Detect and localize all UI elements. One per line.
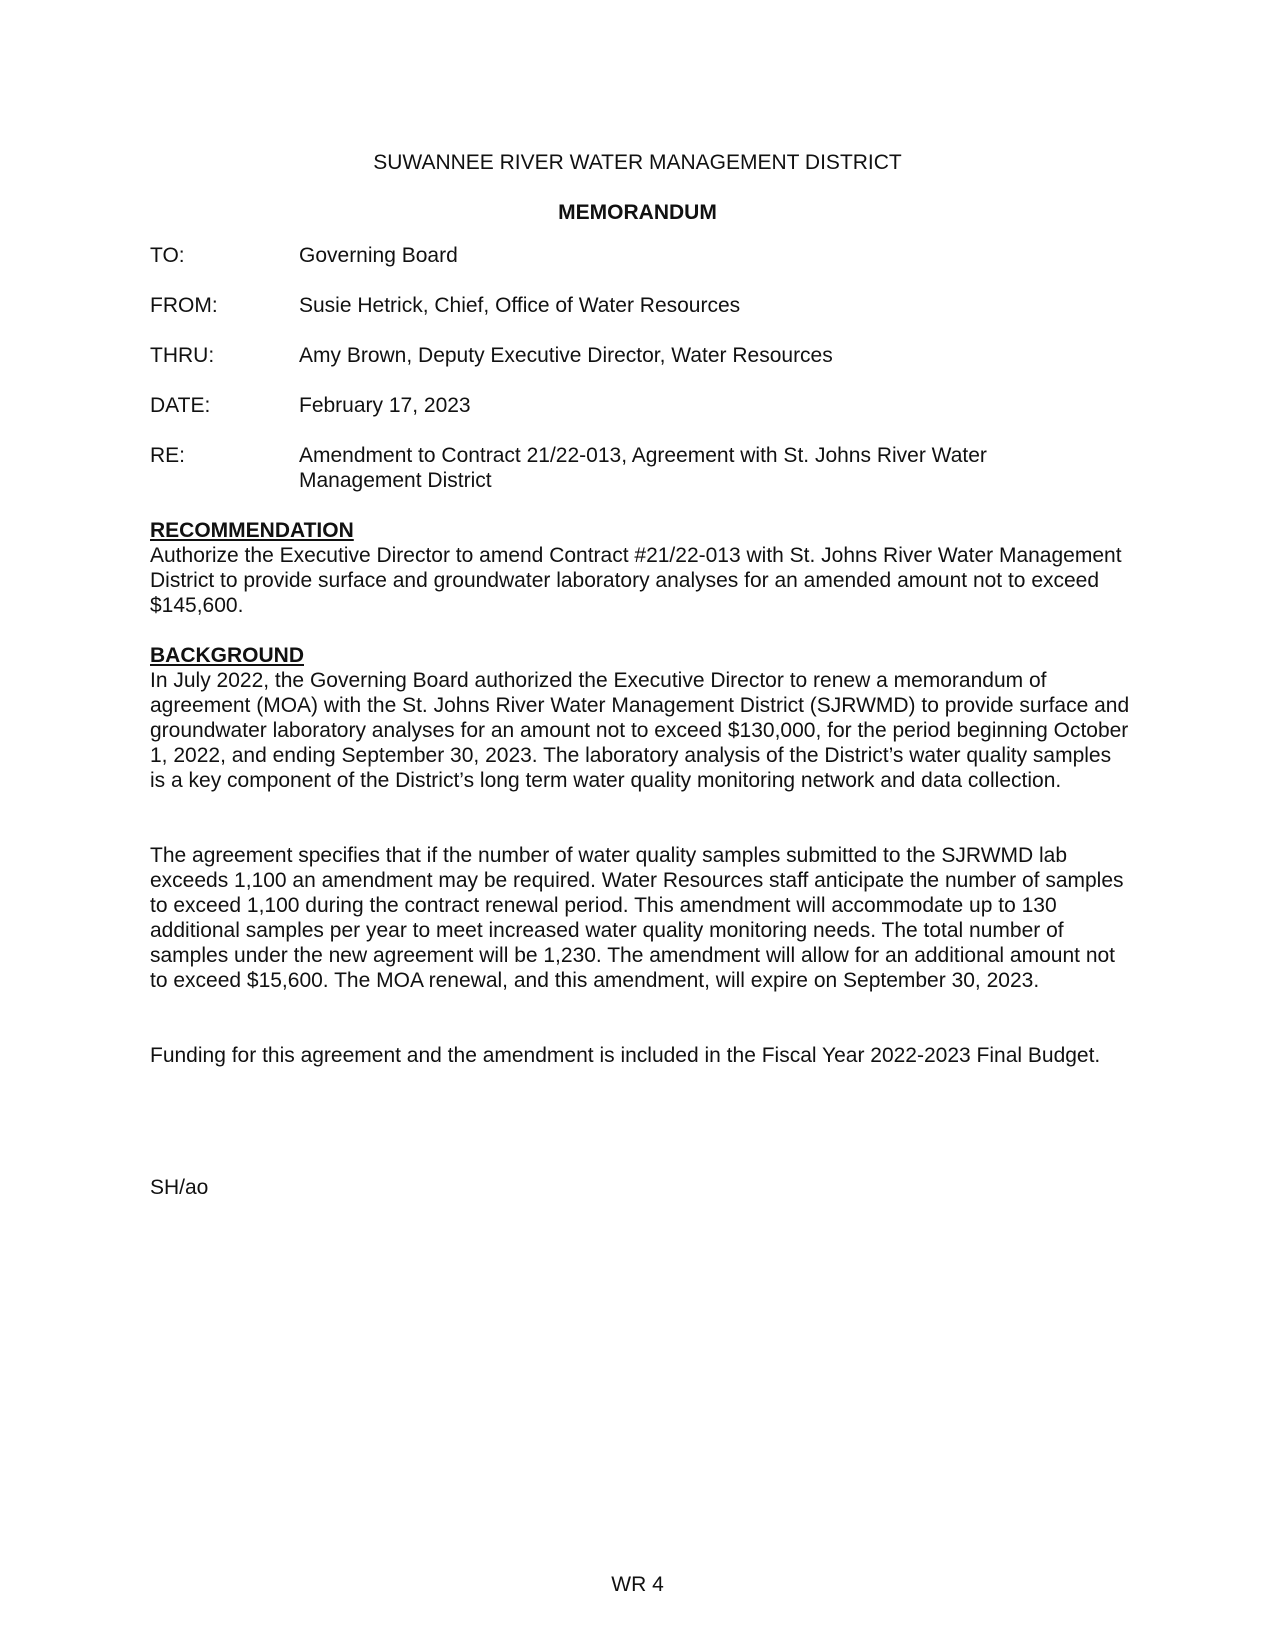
background-section — [150, 643, 1130, 793]
thru-value: Amy Brown, Deputy Executive Director, Water Resources — [299, 344, 833, 367]
organization-name: SUWANNEE RIVER WATER MANAGEMENT DISTRICT — [373, 151, 902, 174]
background-paragraph: In July 2022, the Governing Board authorized the Executive Director to renew a memorandum of agreement (MOA) with the St. Johns River Water Management District (SJRWMD) to provide surface and groundwater laboratory analyses for an amount not to exceed $130,000, for the period beginning October 1, 2022, and ending September 30, 2023. The laboratory analysis of the District’s water quality samples is a key component of the District’s long term water quality monitoring network and data collection. — [150, 669, 1130, 792]
to-value: Governing Board — [299, 244, 458, 267]
re-label: RE: — [150, 444, 186, 467]
recommendation-heading: RECOMMENDATION — [150, 519, 354, 542]
date-label: DATE: — [150, 394, 211, 417]
recommendation-section — [150, 518, 1130, 618]
thru-label: THRU: — [150, 344, 215, 367]
author-initials: SH/ao — [150, 1176, 209, 1199]
page-number: WR 4 — [611, 1573, 664, 1596]
from-value: Susie Hetrick, Chief, Office of Water Resources — [299, 294, 741, 317]
background-paragraph: Funding for this agreement and the amendment is included in the Fiscal Year 2022-2023 Final Budget. — [150, 1044, 1101, 1067]
to-label: TO: — [150, 244, 185, 267]
background-heading: BACKGROUND — [150, 644, 304, 667]
date-value: February 17, 2023 — [299, 394, 471, 417]
background-paragraph: The agreement specifies that if the number of water quality samples submitted to the SJRWMD lab exceeds 1,100 an amendment may be required. Water Resources staff anticipate the number of samples to exceed 1,100 during the contract renewal period. This amendment will accommodate up to 130 additional samples per year to meet increased water quality monitoring needs. The total number of samples under the new agreement will be 1,230. The amendment will allow for an additional amount not to exceed $15,600. The MOA renewal, and this amendment, will expire on September 30, 2023. — [150, 844, 1124, 992]
re-value: Amendment to Contract 21/22-013, Agreement with St. Johns River Water Management District — [299, 444, 987, 492]
document-type: MEMORANDUM — [558, 201, 717, 224]
from-label: FROM: — [150, 294, 218, 317]
recommendation-text: Authorize the Executive Director to amend Contract #21/22-013 with St. Johns River Water Management District to provide surface and groundwater laboratory analyses for an amended amount not to exceed $145,600. — [150, 544, 1122, 617]
